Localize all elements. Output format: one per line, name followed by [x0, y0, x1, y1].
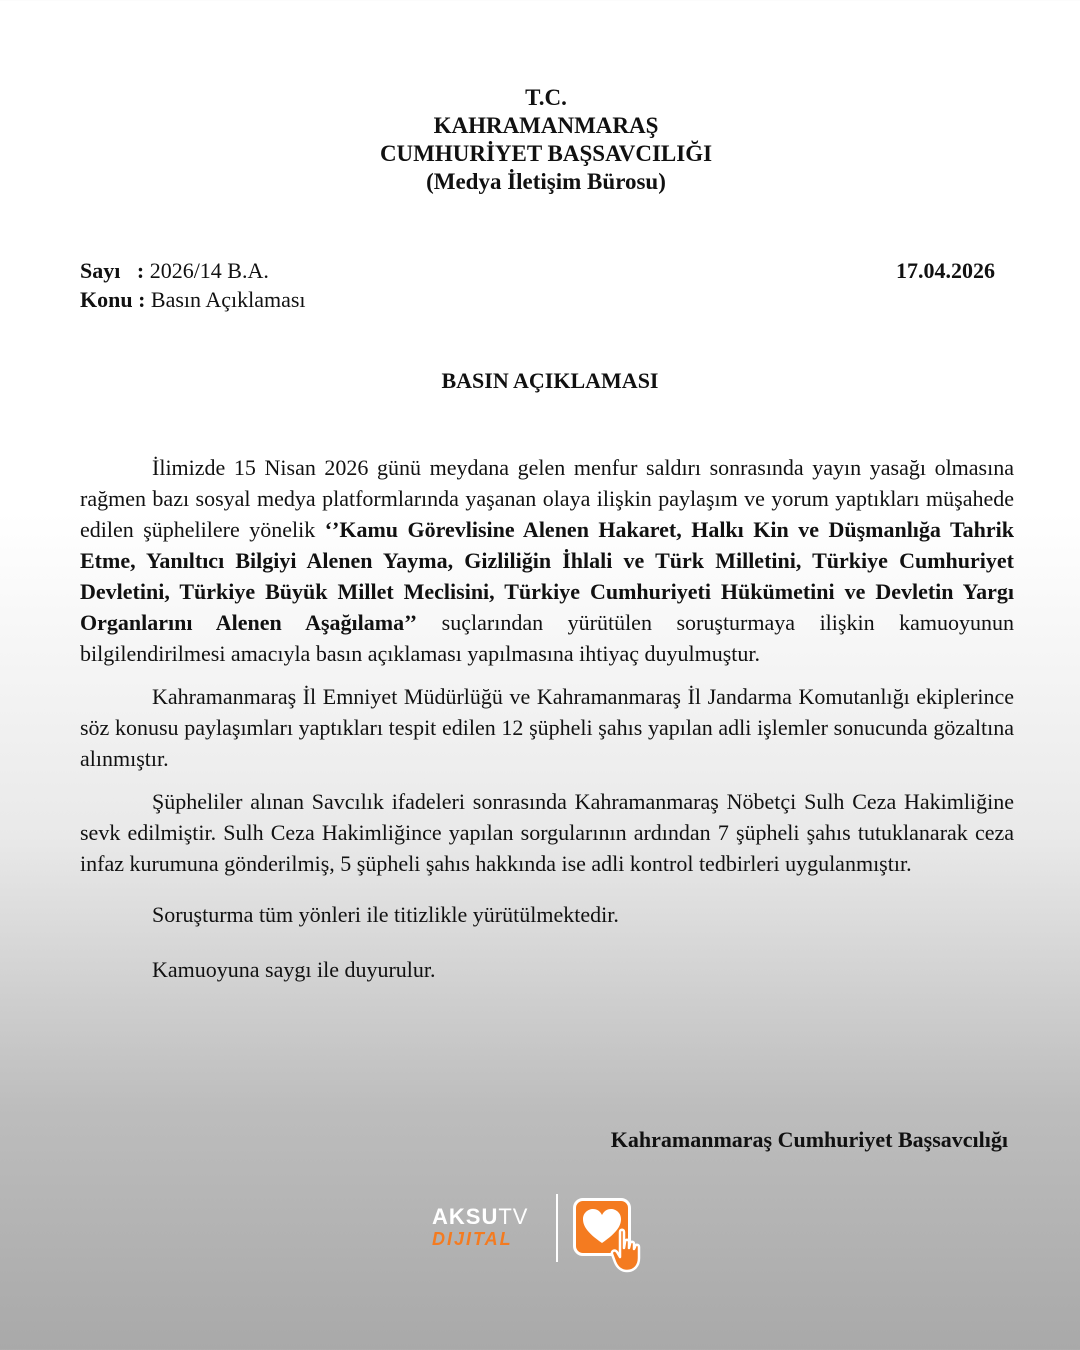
logo-divider: [556, 1194, 558, 1262]
paragraph-1: [80, 452, 1014, 669]
branding: [430, 1194, 660, 1264]
paragraph-4: Soruşturma tüm yönleri ile titizlikle yürütülmektedir.: [152, 902, 619, 927]
signature: Kahramanmaraş Cumhuriyet Başsavcılığı: [610, 1127, 1008, 1152]
hand-pointer-icon: [608, 1226, 648, 1274]
sayi-value: 2026/14 B.A.: [149, 258, 269, 283]
paragraph-2: Kahramanmaraş İl Emniyet Müdürlüğü ve Kahramanmaraş İl Jandarma Komutanlığı ekiplerince söz konusu paylaşımları yaptıkları tespit edilen 12 şüpheli şahıs yapılan adli işlemler sonucunda gözaltına alınmıştır.: [80, 684, 1014, 771]
paragraph-3: Şüpheliler alınan Savcılık ifadeleri sonrasında Kahramanmaraş Nöbetçi Sulh Ceza Hakimliğine sevk edilmiştir. Sulh Ceza Hakimliğince yapılan sorgularının ardından 7 şüpheli şahıs tutuklanarak ceza infaz kurumuna gönderilmiş, 5 şüpheli şahıs hakkında ise adli kontrol tedbirleri uygulanmıştır.: [80, 789, 1014, 876]
header-city: KAHRAMANMARAŞ: [433, 113, 659, 138]
document-body: [80, 452, 1014, 1009]
header-office: CUMHURİYET BAŞSAVCILIĞI: [379, 141, 713, 166]
document-meta: [80, 256, 995, 314]
paragraph-5: Kamuoyuna saygı ile duyurulur.: [152, 957, 436, 982]
logo-dijital: DIJITAL: [432, 1229, 513, 1249]
p1-charges: ‘’Kamu Görevlisine Alenen Hakaret, Halkı Kin ve Düşmanlığa Tahrik Etme, Yanıltıcı Bilgiyi Alenen Yayma, Gizliliğin İhlali ve Türk Milletini, Türkiye Cumhuriyet Devletini, Türkiye Büyük Millet Meclisini, Türkiye Cumhuriyeti Hükümetini ve Devletin Yargı Organlarını Alenen Aşağılama’’: [80, 517, 1015, 635]
logo-aksu: AKSU: [432, 1204, 499, 1229]
sayi-row: [80, 256, 995, 285]
konu-row: [80, 285, 995, 314]
konu-value: Basın Açıklaması: [150, 287, 306, 312]
header-bureau: (Medya İletişim Bürosu): [426, 169, 666, 194]
konu-label: Konu :: [80, 287, 146, 312]
logo-tv: TV: [498, 1204, 529, 1229]
sayi-label: Sayı :: [80, 258, 145, 283]
p1-start: İlimizde 15 Nisan 2026 günü meydana gelen menfur saldırı sonrasında yayın yasağı olmasına rağmen bazı sosyal medya platformlarında yaşanan olaya ilişkin paylaşım ve yorum yaptıkları müşahede edilen şüphelilere yönelik: [80, 455, 1014, 542]
header-tc: T.C.: [525, 85, 567, 110]
document-header: [0, 84, 1080, 196]
p1-end: suçlarından yürütülen soruşturmaya ilişkin kamuoyunun bilgilendirilmesi amacıyla basın açıklaması yapılmasına ihtiyaç duyulmuştur.: [80, 610, 1015, 666]
document-date: 17.04.2026: [896, 258, 995, 283]
aksu-tv-logo: [432, 1206, 528, 1250]
document-title: BASIN AÇIKLAMASI: [441, 368, 659, 393]
